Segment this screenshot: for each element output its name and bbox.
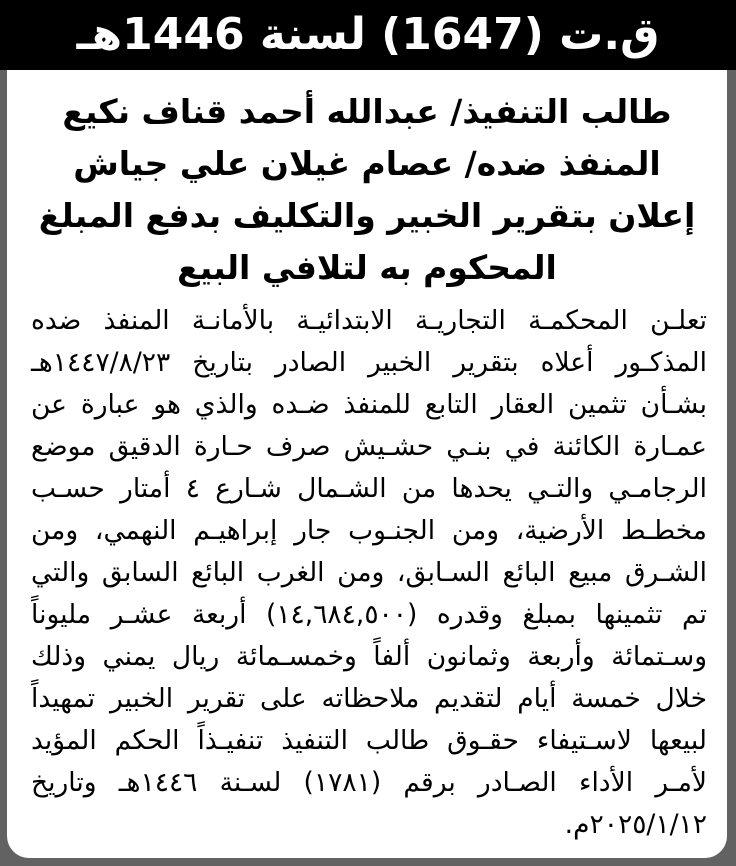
body-line: الشـرق مبيع البائع السـابق، ومن الغرب البائع السابق والتي <box>31 557 707 588</box>
body-line-date: ٢٠٢٥/١/١٢م. <box>564 809 707 840</box>
body-line: تعلـن المحكمـة التجاريـة الابتدائيـة بالأمانـة المنفذ ضده <box>31 305 707 336</box>
case-number-title: ق.ت (1647) لسنة 1446هـ <box>76 9 660 60</box>
notice-header-bar <box>0 0 736 70</box>
headline-plaintiff: طالب التنفيذ/ عبدالله أحمد قناف نكيع <box>62 92 672 131</box>
headline-subject-2: المحكوم به لتلافي البيع <box>177 248 557 287</box>
body-line: المذكـور أعلاه بتقرير الخبير الصادر بتاريخ ١٤٤٧/٨/٢٣هـ <box>31 347 707 378</box>
body-line: مخطـط الأرضية، ومن الجنـوب جار إبراهيـم النهمي، ومن <box>31 515 707 546</box>
body-line: الرجامـي والتـي يحدها من الشـمال شـارع ٤ أمتار حسـب <box>31 473 707 504</box>
body-line: لبيعها لاسـتيفاء حقـوق طالب التنفيذ تنفيـذاً الحكم المؤيد <box>31 725 707 756</box>
body-line: تم تثمينها بمبلغ وقدره (١٤,٦٨٤,٥٠٠) أربعة عشـر مليوناً <box>31 599 707 630</box>
body-line: عمـارة الكائنة في بنـي حشـيش صرف حـارة الدقيق موضع <box>31 431 707 462</box>
body-line: خلال خمسة أيام لتقديم ملاحظاته على تقرير الخبير تمهيداً <box>31 683 707 714</box>
body-line: لأمـر الأداء الصـادر برقم (١٧٨١) لسـنة ١٤٤٦هـ وتاريخ <box>31 767 707 798</box>
headline-subject-1: إعلان بتقرير الخبير والتكليف بدفع المبلغ <box>38 196 696 235</box>
notice-body <box>7 294 727 846</box>
body-line: بشـأن تثمين العقار التابع للمنفذ ضـده والذي هو عبارة عن <box>31 389 707 420</box>
notice-headline <box>7 70 727 294</box>
headline-defendant: المنفذ ضده/ عصام غيلان علي جياش <box>73 144 661 183</box>
body-line: وسـتمائة وأربعة وثمانون ألفاً وخمسـمائة ريال يمني وذلك <box>31 641 707 672</box>
notice-paper <box>7 70 727 858</box>
